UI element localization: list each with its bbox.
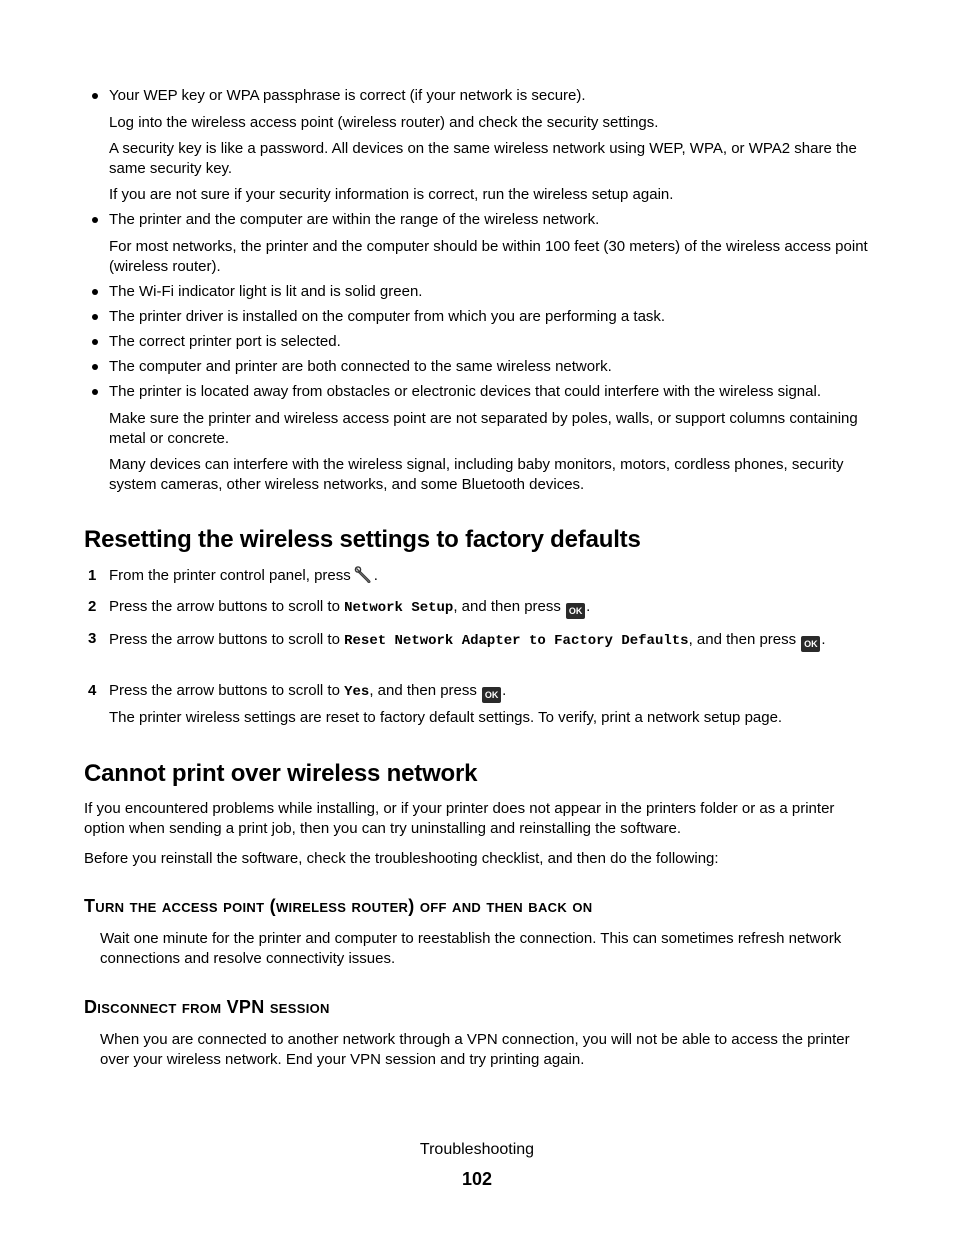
step-4-end: .: [502, 682, 507, 699]
section-heading-cannot-print: Cannot print over wireless network: [84, 760, 478, 787]
step-3-text-b: , and then press: [688, 631, 797, 648]
checklist-note: For most networks, the printer and the computer should be within 100 feet (30 meters) of the wireless access point (wireless router).: [109, 238, 868, 275]
checklist-note: A security key is like a password. All devices on the same wireless network using WEP, WPA, or WPA2 share the same security key.: [109, 140, 857, 177]
step-number: 2: [88, 598, 97, 615]
checklist-note: Log into the wireless access point (wireless router) and check the security settings.: [109, 114, 659, 131]
step-number: 3: [88, 630, 97, 647]
checklist-item-driver: The printer driver is installed on the computer from which you are performing a task.: [109, 308, 666, 325]
menu-item-network-setup: Network Setup: [344, 600, 454, 616]
step-number: 1: [88, 567, 97, 584]
section-heading-reset: Resetting the wireless settings to factory defaults: [84, 526, 641, 553]
checklist-item-port: The correct printer port is selected.: [109, 333, 341, 350]
step-1: [109, 566, 879, 590]
bullet: [92, 389, 98, 395]
step-4-note: The printer wireless settings are reset to factory default settings. To verify, print a network setup page.: [109, 709, 783, 726]
step-2-end: .: [586, 598, 591, 615]
step-4-text: Press the arrow buttons to scroll to: [109, 682, 340, 699]
wrench-icon: [354, 566, 374, 590]
subheading-disconnect-vpn: Disconnect from VPN session: [84, 997, 330, 1017]
checklist-item-obstacles: The printer is located away from obstacles or electronic devices that could interfere with the wireless signal.: [109, 383, 821, 400]
checklist-item-wep-key: Your WEP key or WPA passphrase is correct (if your network is secure).: [109, 87, 586, 104]
step-4-text-b: , and then press: [369, 682, 477, 699]
checklist-item-range: The printer and the computer are within the range of the wireless network.: [109, 211, 600, 228]
step-4: [109, 681, 879, 703]
checklist-note: Many devices can interfere with the wireless signal, including baby monitors, motors, cordless phones, security system cameras, other wireless networks, and some Bluetooth devices.: [109, 456, 844, 493]
step-3-text: Press the arrow buttons to scroll to: [109, 631, 340, 648]
paragraph: When you are connected to another network through a VPN connection, you will not be able to access the printer over your wireless network. End your VPN session and try printing again.: [100, 1031, 850, 1068]
step-1-text: From the printer control panel, press: [109, 567, 351, 584]
bullet: [92, 314, 98, 320]
bullet: [92, 364, 98, 370]
paragraph: Wait one minute for the printer and computer to reestablish the connection. This can sometimes refresh network connections and resolve connectivity issues.: [100, 930, 842, 967]
page-number: 102: [461, 1169, 493, 1189]
step-2: [109, 597, 879, 619]
bullet: [92, 289, 98, 295]
step-2-text: Press the arrow buttons to scroll to: [109, 598, 340, 615]
subheading-turn-access-point: Turn the access point (wireless router) off and then back on: [84, 896, 593, 916]
checklist-note: Make sure the printer and wireless access point are not separated by poles, walls, or support columns containing metal or concrete.: [109, 410, 858, 447]
menu-item-reset-adapter: Reset Network Adapter to Factory Defaults: [344, 633, 689, 649]
checklist-note: If you are not sure if your security information is correct, run the wireless setup again.: [109, 186, 674, 203]
step-3-end: .: [821, 631, 826, 648]
checklist-item-wifi-light: The Wi-Fi indicator light is lit and is solid green.: [109, 283, 423, 300]
bullet: [92, 339, 98, 345]
footer-section-name: Troubleshooting: [419, 1141, 535, 1158]
ok-button-icon: OK: [482, 687, 501, 703]
bullet: [92, 93, 98, 99]
ok-button-icon: OK: [801, 636, 820, 652]
paragraph: Before you reinstall the software, check the troubleshooting checklist, and then do the following:: [84, 850, 719, 867]
ok-button-icon: OK: [566, 603, 585, 619]
step-2-text-b: , and then press: [453, 598, 561, 615]
menu-item-yes: Yes: [344, 684, 370, 700]
paragraph: If you encountered problems while installing, or if your printer does not appear in the printers folder or as a printer option when sending a print job, then you can try uninstalling and reinstalling the software.: [84, 800, 835, 837]
step-1-end: .: [373, 567, 378, 584]
step-3: [109, 629, 884, 652]
bullet: [92, 217, 98, 223]
step-number: 4: [88, 682, 97, 699]
checklist-item-same-network: The computer and printer are both connected to the same wireless network.: [109, 358, 612, 375]
